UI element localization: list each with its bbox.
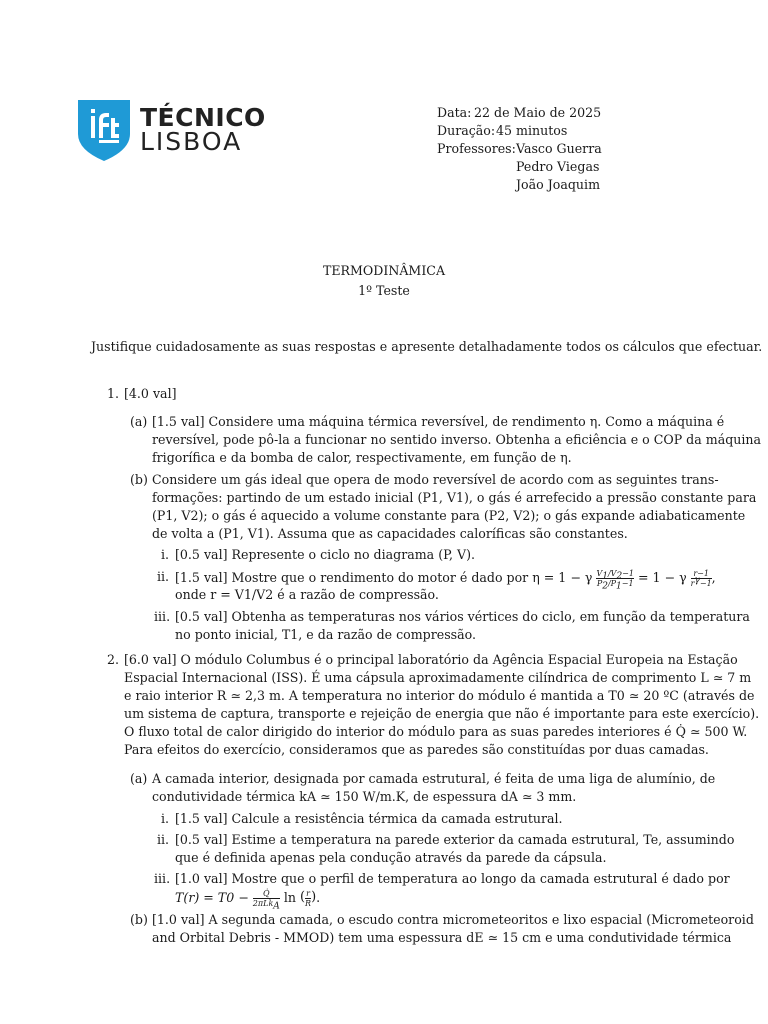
date-label: Data: xyxy=(437,105,472,120)
log-argument: ( $\frac{r}{R}$ ) xyxy=(299,889,317,908)
q2-text-line: Espacial Internacional (ISS). É uma cápsula aproximadamente cilíndrica de comprimento L ≃ 7 m xyxy=(124,670,752,685)
q2b-text-line: [1.0 val] A segunda camada, o escudo contra micrometeoritos e lixo espacial (Micrometeoroid xyxy=(152,912,754,927)
q1bii-text: [1.5 val] Mostre que o rendimento do motor é dado por η = 1 − γ $\frac{V_1/V_2-1}{P_2/P_1-1}$ = 1 − γ $\frac{r-1}{r^\gamma-1}$ , xyxy=(175,569,716,592)
q1b-text-line: Considere um gás ideal que opera de modo reversível de acordo com as seguintes trans- xyxy=(152,472,719,487)
formula-equals: = 1 − γ xyxy=(637,570,687,585)
professor-name: Pedro Viegas xyxy=(516,159,600,174)
institution-logo xyxy=(78,100,266,162)
professors-label: Professores: xyxy=(437,141,516,156)
q1b-text-line: formações: partindo de um estado inicial (P1, V1), o gás é arrefecido a pressão constante para xyxy=(152,490,757,505)
q2aii-text-line: [0.5 val] Estime a temperatura na parede exterior da camada estrutural, Te, assumindo xyxy=(175,832,735,847)
logo-text-lisboa: LISBOA xyxy=(140,127,243,156)
q1a-text-line: frigorífica e da bomba de calor, respectivamente, em função de η. xyxy=(152,450,572,465)
question-points: [4.0 val] xyxy=(124,386,177,401)
course-title: TERMODINÂMICA xyxy=(322,263,446,278)
subquestion-label: (a) xyxy=(130,414,148,429)
efficiency-formula-r: $\frac{r-1}{r^\gamma-1}$ xyxy=(690,569,712,588)
efficiency-formula: $\frac{V_1/V_2-1}{P_2/P_1-1}$ xyxy=(596,569,634,592)
item-label: iii. xyxy=(154,871,171,886)
q1bii-text-start: [1.5 val] Mostre que o rendimento do motor é dado por η = 1 − γ xyxy=(175,570,593,585)
q1bi-text: [0.5 val] Represente o ciclo no diagrama (P, V). xyxy=(175,547,476,562)
q2ai-text: [1.5 val] Calcule a resistência térmica da camada estrutural. xyxy=(175,811,563,826)
item-label: ii. xyxy=(157,569,170,584)
item-label: ii. xyxy=(157,832,170,847)
exam-duration: 45 minutos xyxy=(496,123,568,138)
log-term: ln xyxy=(283,890,296,905)
question-number: 1. xyxy=(107,386,120,401)
duration-label: Duração: xyxy=(437,123,496,138)
q2aiii-text-line: [1.0 val] Mostre que o perfil de temperatura ao longo da camada estrutural é dado por xyxy=(175,871,730,886)
q2-text-line: e raio interior R ≃ 2,3 m. A temperatura no interior do módulo é mantida a T0 ≃ 20 ºC (através de xyxy=(124,688,755,703)
test-title: 1º Teste xyxy=(358,283,410,298)
q2aiii-formula-line: T(r) = T0 − Q̇ 2πLk$_A$ ln ( $\frac{r}{R}$ ). xyxy=(175,889,321,912)
q2a-text-line: condutividade térmica kA ≃ 150 W/m.K, de espessura dA ≃ 3 mm. xyxy=(152,789,577,804)
q2-text-line: um sistema de captura, transporte e rejeição de energia que não é importante para este exercício). xyxy=(124,706,760,721)
q1b-text-line: de volta a (P1, V1). Assuma que as capacidades caloríficas são constantes. xyxy=(152,526,628,541)
q2a-text-line: A camada interior, designada por camada estrutural, é feita de uma liga de alumínio, de xyxy=(152,771,716,786)
heat-flux-fraction: Q̇ 2πLk$_A$ xyxy=(252,889,280,912)
question-number: 2. xyxy=(107,652,120,667)
q1bii-text-end: onde r = V1/V2 é a razão de compressão. xyxy=(175,587,439,602)
item-label: iii. xyxy=(154,609,171,624)
q1a-text-line: reversível, pode pô-la a funcionar no sentido inverso. Obtenha a eficiência e o COP da máquina xyxy=(152,432,762,447)
subquestion-label: (b) xyxy=(130,912,148,927)
item-label: i. xyxy=(161,547,170,562)
logo-text-tecnico: TÉCNICO xyxy=(140,103,266,132)
q1b-text-line: (P1, V2); o gás é aquecido a volume constante para (P2, V2); o gás expande adiabaticamente xyxy=(152,508,746,523)
ist-shield-icon xyxy=(78,100,130,162)
instructions: Justifique cuidadosamente as suas respostas e apresente detalhadamente todos os cálculos que efectuar. xyxy=(91,339,763,354)
q2-text-line: [6.0 val] O módulo Columbus é o principal laboratório da Agência Espacial Europeia na Estação xyxy=(124,652,738,667)
q2-text-line: Para efeitos do exercício, consideramos que as paredes são constituídas por duas camadas. xyxy=(124,742,709,757)
q2-text-line: O fluxo total de calor dirigido do interior do módulo para as suas paredes interiores é Q̇ ≃ 500 W. xyxy=(124,724,748,739)
temperature-profile-start: T(r) = T0 − xyxy=(175,890,253,905)
q1a-text-line: [1.5 val] Considere uma máquina térmica reversível, de rendimento η. Como a máquina é xyxy=(152,414,725,429)
q1biii-text-line: [0.5 val] Obtenha as temperaturas nos vários vértices do ciclo, em função da temperatura xyxy=(175,609,750,624)
exam-date: 22 de Maio de 2025 xyxy=(474,105,602,120)
q2b-text-line: and Orbital Debris - MMOD) tem uma espessura dE ≃ 15 cm e uma condutividade térmica xyxy=(152,930,732,945)
subquestion-label: (b) xyxy=(130,472,148,487)
q2aii-text-line: que é definida apenas pela condução através da parede da cápsula. xyxy=(175,850,607,865)
subquestion-label: (a) xyxy=(130,771,148,786)
professor-name: João Joaquim xyxy=(516,177,601,192)
item-label: i. xyxy=(161,811,170,826)
q1biii-text-line: no ponto inicial, T1, e da razão de compressão. xyxy=(175,627,477,642)
professor-name: Vasco Guerra xyxy=(516,141,602,156)
